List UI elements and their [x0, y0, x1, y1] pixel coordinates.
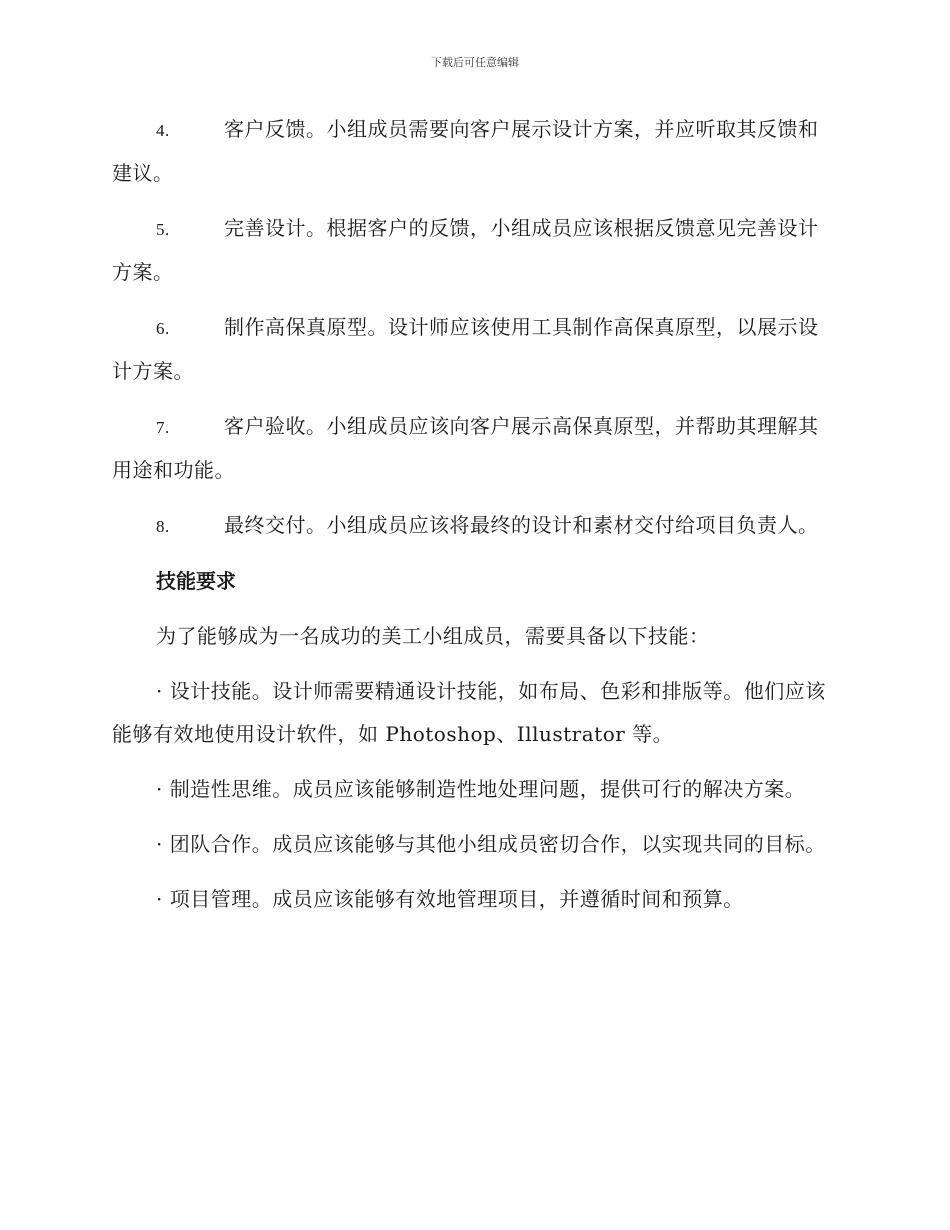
section-heading-skills: 技能要求 [156, 569, 236, 593]
skill-text: 团队合作。成员应该能够与其他小组成员密切合作，以实现共同的目标。 [169, 832, 826, 856]
step-text: 客户验收。小组成员应该向客户展示高保真原型，并帮助其理解其用途和功能。 [112, 414, 819, 482]
skill-text: 制造性思维。成员应该能够制造性地处理问题，提供可行的解决方案。 [169, 777, 806, 801]
step-text: 完善设计。根据客户的反馈，小组成员应该根据反馈意见完善设计方案。 [112, 216, 819, 284]
skill-text: 设计技能。设计师需要精通设计技能，如布局、色彩和排版等。他们应该能够有效地使用设计软件，如 Photoshop、Illustrator 等。 [112, 679, 826, 746]
step-number: 7. [156, 418, 170, 437]
bullet-symbol: · [156, 679, 163, 703]
step-number: 5. [156, 220, 170, 239]
step-number: 4. [156, 121, 170, 140]
step-item-7 [112, 405, 838, 492]
step-text: 最终交付。小组成员应该将最终的设计和素材交付给项目负责人。 [224, 513, 819, 537]
bullet-symbol: · [156, 777, 163, 801]
step-item-6 [112, 306, 838, 393]
step-item-5 [112, 207, 838, 294]
document-body [112, 108, 838, 933]
skills-intro: 为了能够成为一名成功的美工小组成员，需要具备以下技能： [156, 624, 710, 648]
skill-item-creative-thinking [112, 768, 838, 811]
step-number: 8. [156, 517, 170, 536]
step-item-4 [112, 108, 838, 195]
skill-item-project-management [112, 878, 838, 921]
step-number: 6. [156, 319, 170, 338]
page-header: 下载后可任意编辑 [431, 56, 519, 69]
skill-text: 项目管理。成员应该能够有效地管理项目，并遵循时间和预算。 [169, 887, 744, 911]
bullet-symbol: · [156, 887, 163, 911]
step-text: 制作高保真原型。设计师应该使用工具制作高保真原型，以展示设计方案。 [112, 315, 819, 383]
step-text: 客户反馈。小组成员需要向客户展示设计方案，并应听取其反馈和建议。 [112, 117, 819, 185]
step-item-8 [112, 504, 838, 548]
skill-item-teamwork [112, 823, 838, 866]
bullet-symbol: · [156, 832, 163, 856]
skill-item-design [112, 670, 838, 756]
